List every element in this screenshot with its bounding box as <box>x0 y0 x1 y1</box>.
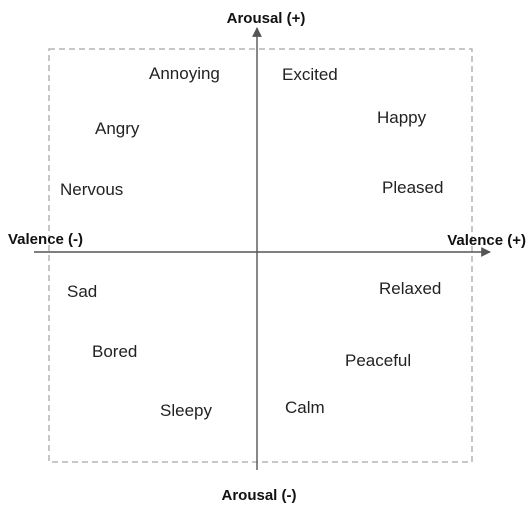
arousal-negative-label: Arousal (-) <box>221 487 297 504</box>
emotion-annoying: Annoying <box>149 64 220 83</box>
valence-negative-label: Valence (-) <box>8 231 84 248</box>
emotion-bored: Bored <box>92 342 138 361</box>
emotion-sad: Sad <box>67 282 98 301</box>
emotion-nervous: Nervous <box>60 180 124 199</box>
emotion-happy: Happy <box>377 108 427 127</box>
emotion-angry: Angry <box>95 119 140 138</box>
emotion-excited: Excited <box>282 65 338 84</box>
emotion-pleased: Pleased <box>382 178 444 197</box>
valence-positive-label: Valence (+) <box>447 232 526 249</box>
emotion-peaceful: Peaceful <box>345 351 412 370</box>
emotion-calm: Calm <box>285 398 325 417</box>
arousal-positive-label: Arousal (+) <box>226 10 306 27</box>
emotion-sleepy: Sleepy <box>160 401 212 420</box>
emotion-relaxed: Relaxed <box>379 279 442 298</box>
